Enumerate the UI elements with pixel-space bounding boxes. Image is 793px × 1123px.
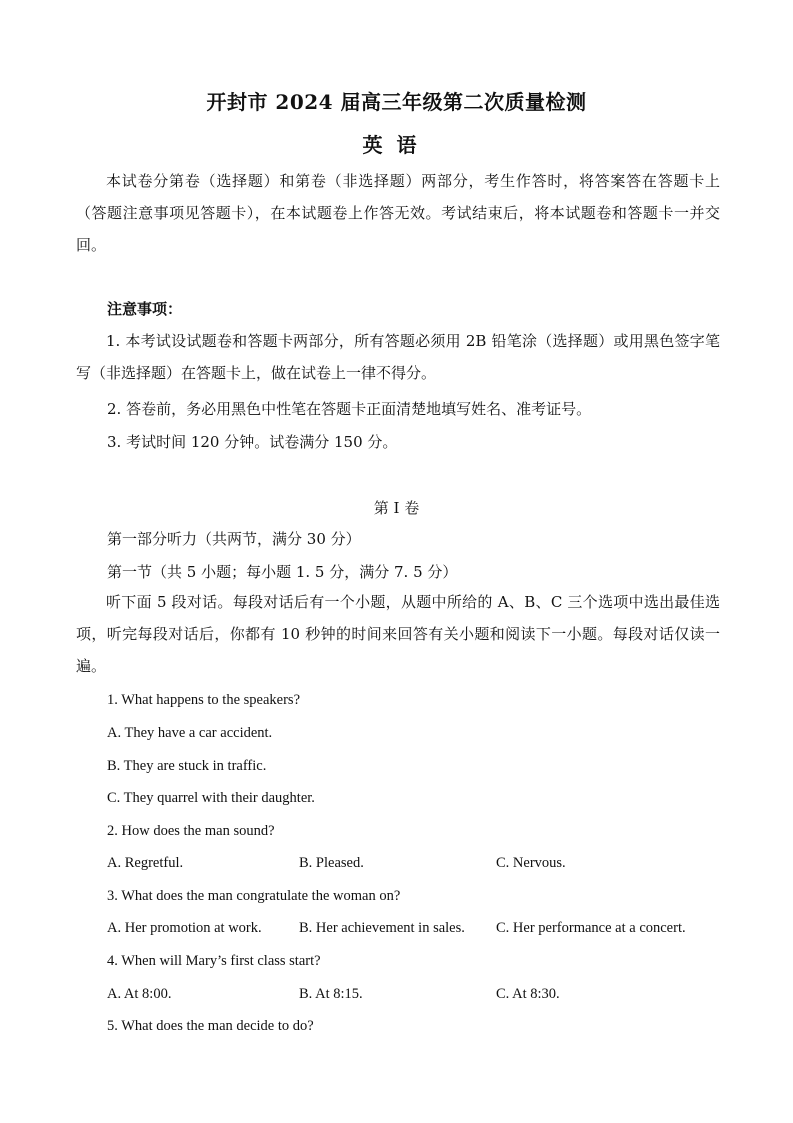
notes-heading: 注意事项： (107, 300, 183, 318)
q3-option-b: B. Her achievement in sales. (299, 920, 465, 936)
volume-heading: 第 I 卷 (373, 499, 420, 517)
question-1: 1. What happens to the speakers? (107, 692, 301, 708)
subject-title: 英语 (362, 133, 431, 157)
q2-option-a: A. Regretful. (107, 855, 184, 871)
q2-option-c: C. Nervous. (496, 855, 566, 871)
q4-option-b: B. At 8:15. (299, 986, 363, 1002)
q1-option-b: B. They are stuck in traffic. (107, 758, 267, 774)
q3-option-a: A. Her promotion at work. (107, 920, 262, 936)
q4-option-c: C. At 8:30. (496, 986, 560, 1002)
section1-heading: 第一节（共 5 小题；每小题 1. 5 分，满分 7. 5 分） (107, 563, 458, 581)
q4-option-a: A. At 8:00. (107, 986, 172, 1002)
question-4: 4. When will Mary’s first class start? (107, 953, 321, 969)
question-2: 2. How does the man sound? (107, 823, 275, 839)
intro-paragraph: 本试卷分第卷（选择题）和第卷（非选择题）两部分，考生作答时，将答案答在答题卡上（答题注意事项见答题卡），在本试题卷上作答无效。考试结束后，将本试题卷和答题卡一并交回。 (76, 172, 720, 254)
note-item-3: 3. 考试时间 120 分钟。试卷满分 150 分。 (107, 433, 398, 451)
q1-option-a: A. They have a car accident. (107, 725, 273, 741)
question-5: 5. What does the man decide to do? (107, 1018, 314, 1034)
question-3: 3. What does the man congratulate the woman on? (107, 888, 401, 904)
q2-option-b: B. Pleased. (299, 855, 364, 871)
note-item-1: 1. 本考试设试题卷和答题卡两部分，所有答题必须用 2B 铅笔涂（选择题）或用黑色签字笔写（非选择题）在答题卡上，做在试卷上一律不得分。 (76, 332, 720, 382)
note-item-2: 2. 答卷前，务必用黑色中性笔在答题卡正面清楚地填写姓名、准考证号。 (107, 400, 592, 418)
exam-title: 开封市 2024 届高三年级第二次质量检测 (206, 90, 587, 114)
part1-heading: 第一部分听力（共两节，满分 30 分） (107, 530, 361, 548)
q3-option-c: C. Her performance at a concert. (496, 920, 686, 936)
q1-option-c: C. They quarrel with their daughter. (107, 790, 315, 806)
listening-instructions: 听下面 5 段对话。每段对话后有一个小题，从题中所给的 A、B、C 三个选项中选出最佳选项，听完每段对话后，你都有 10 秒钟的时间来回答有关小题和阅读下一小题。每段对话仅读一遍。 (76, 593, 720, 675)
